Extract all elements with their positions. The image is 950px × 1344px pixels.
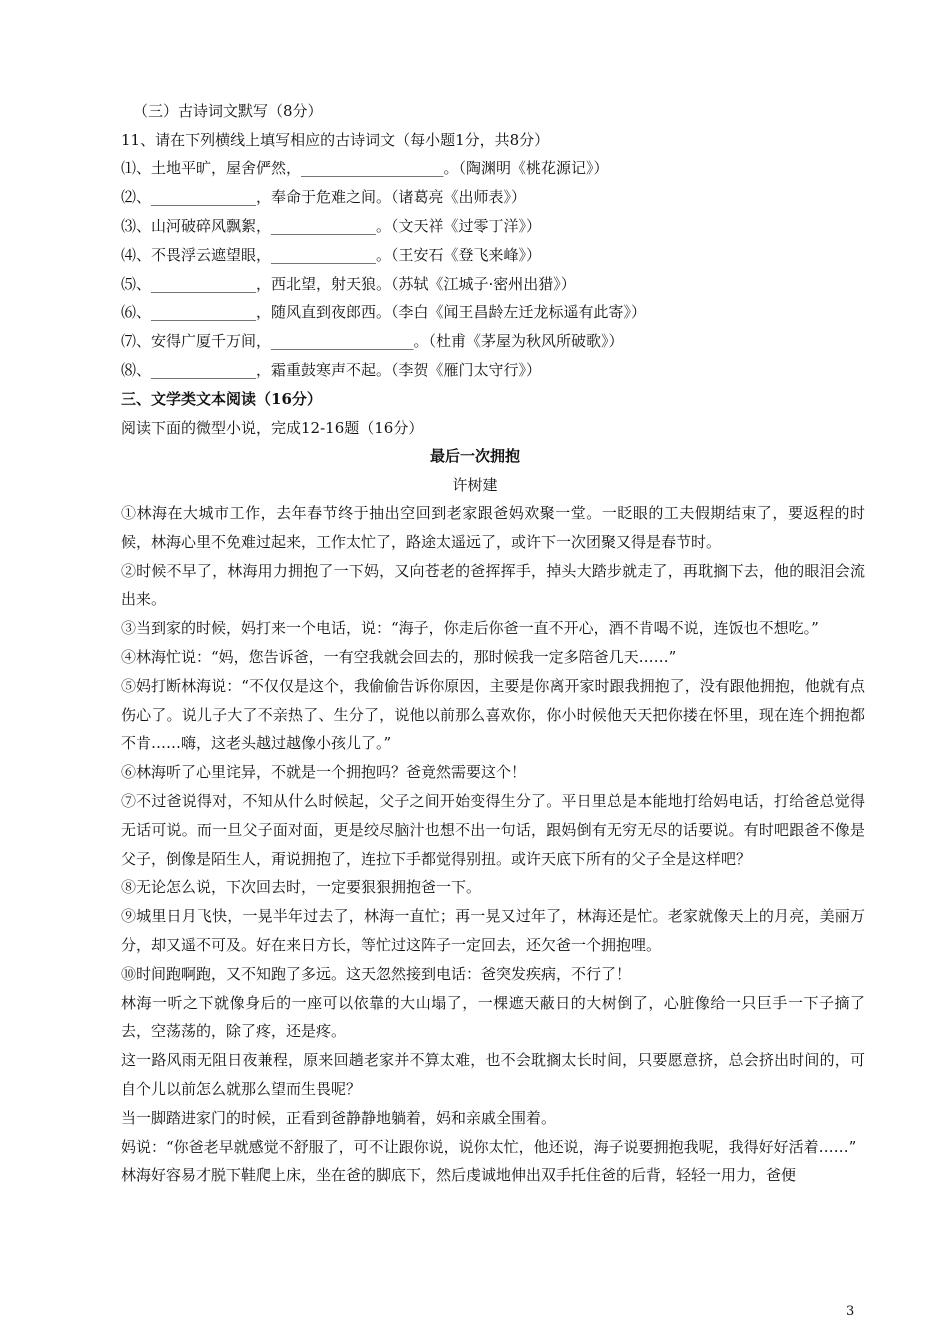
section3-heading: （三）古诗词文默写（8分） [133, 102, 323, 120]
story-paragraph: ②时候不早了，林海用力拥抱了一下妈，又向苍老的爸挥挥手，掉头大踏步就走了，再耽搁下去，他的眼泪会流出来。 [121, 561, 865, 609]
poem-item: ⑶、山河破碎风飘絮，______________。（文天祥《过零丁洋》） [121, 217, 542, 235]
story-paragraph: 林海好容易才脱下鞋爬上床，坐在爸的脚底下，然后虔诚地伸出双手托住爸的后背，轻轻一用力，爸便 [121, 1166, 797, 1185]
story-paragraph: 当一脚踏进家门的时候，正看到爸静静地躺着，妈和亲戚全围着。 [121, 1108, 557, 1127]
story-paragraph: ⑥林海听了心里诧异，不就是一个拥抱吗？爸竟然需要这个！ [121, 763, 527, 782]
story-title: 最后一次拥抱 [429, 447, 520, 465]
story-paragraph: 这一路风雨无阻日夜兼程，原来回趟老家并不算太难，也不会耽搁太长时间，只要愿意挤，总会挤出时间的，可自个儿以前怎么就那么望而生畏呢？ [121, 1051, 865, 1098]
story-paragraph: ④林海忙说：“妈，您告诉爸，一有空我就会回去的，那时候我一定多陪爸几天……” [121, 647, 677, 666]
reading-instruction: 阅读下面的微型小说，完成12-16题（16分） [121, 419, 424, 437]
story-paragraph: ③当到家的时候，妈打来一个电话，说：“海子，你走后你爸一直不开心，酒不肯喝不说，连饭也不想吃。” [121, 619, 819, 638]
story-paragraph: ⑦不过爸说得对，不知从什么时候起，父子之间开始变得生分了。平日里总是本能地打给妈电话，打给爸总觉得无话可说。而一旦父子面对面，更是绞尽脑汁也想不出一句话，跟妈倒有无穷无尽的话要说。有时吧跟爸不像是父子，倒像是陌生人，甭说拥抱了，连拉下手都觉得别扭。或许天底下所有的父子全是这样吧？ [121, 791, 865, 868]
poem-item: ⑺、安得广厦千万间，___________________。（杜甫《茅屋为秋风所破歌》） [121, 332, 624, 350]
part3-heading: 三、文学类文本阅读（16分） [121, 390, 322, 408]
story-author: 许树建 [452, 476, 498, 494]
poem-item: ⑸、______________，西北望，射天狼。（苏轼《江城子·密州出猎》） [121, 275, 576, 293]
page-number: 3 [846, 1304, 855, 1319]
story-paragraph: 妈说：“你爸老早就感觉不舒服了，可不让跟你说，说你太忙，他还说，海子说要拥抱我呢，我得好好活着……” [121, 1137, 857, 1156]
story-paragraph: 林海一听之下就像身后的一座可以依靠的大山塌了，一棵遮天蔽日的大树倒了，心脏像给一只巨手一下子摘了去，空荡荡的，除了疼，还是疼。 [121, 993, 865, 1041]
story-paragraph: ⑩时间跑啊跑，又不知跑了多远。这天忽然接到电话：爸突发疾病，不行了！ [121, 964, 632, 983]
poem-item: ⑻、______________，霜重鼓寒声不起。（李贺《雁门太守行》） [121, 361, 542, 379]
poem-item: ⑴、土地平旷，屋舍俨然，___________________。（陶渊明《桃花源记》） [121, 159, 609, 177]
poem-item: ⑷、不畏浮云遮望眼，______________。（王安石《登飞来峰》） [121, 246, 542, 264]
poem-item: ⑵、______________，奉命于危难之间。（诸葛亮《出师表》） [121, 188, 527, 206]
story-body [121, 499, 865, 1190]
q11-instruction: 11、请在下列横线上填写相应的古诗词文（每小题1分，共8分） [121, 131, 550, 149]
story-paragraph: ⑤妈打断林海说：“不仅仅是这个，我偷偷告诉你原因，主要是你离开家时跟我拥抱了，没有跟他拥抱，他就有点伤心了。说儿子大了不亲热了、生分了，说他以前那么喜欢你，你小时候他天天把你搂在怀里，现在连个拥抱都不肯……嗨，这老头越过越像小孩儿了。” [121, 676, 865, 753]
story-paragraph: ⑨城里日月飞快，一晃半年过去了，林海一直忙；再一晃又过年了，林海还是忙。老家就像天上的月亮，美丽万分，却又遥不可及。好在来日方长，等忙过这阵子一定回去，还欠爸一个拥抱哩。 [121, 907, 865, 954]
story-paragraph: ⑧无论怎么说，下次回去时，一定要狠狠拥抱爸一下。 [121, 878, 482, 897]
poem-item: ⑹、______________，随风直到夜郎西。（李白《闻王昌龄左迁龙标遥有此寄》） [121, 303, 647, 321]
story-paragraph: ①林海在大城市工作，去年春节终于抽出空回到老家跟爸妈欢聚一堂。一眨眼的工夫假期结束了，要返程的时候，林海心里不免难过起来，工作太忙了，路途太遥远了，或许下一次团聚又得是春节时。 [121, 504, 865, 551]
